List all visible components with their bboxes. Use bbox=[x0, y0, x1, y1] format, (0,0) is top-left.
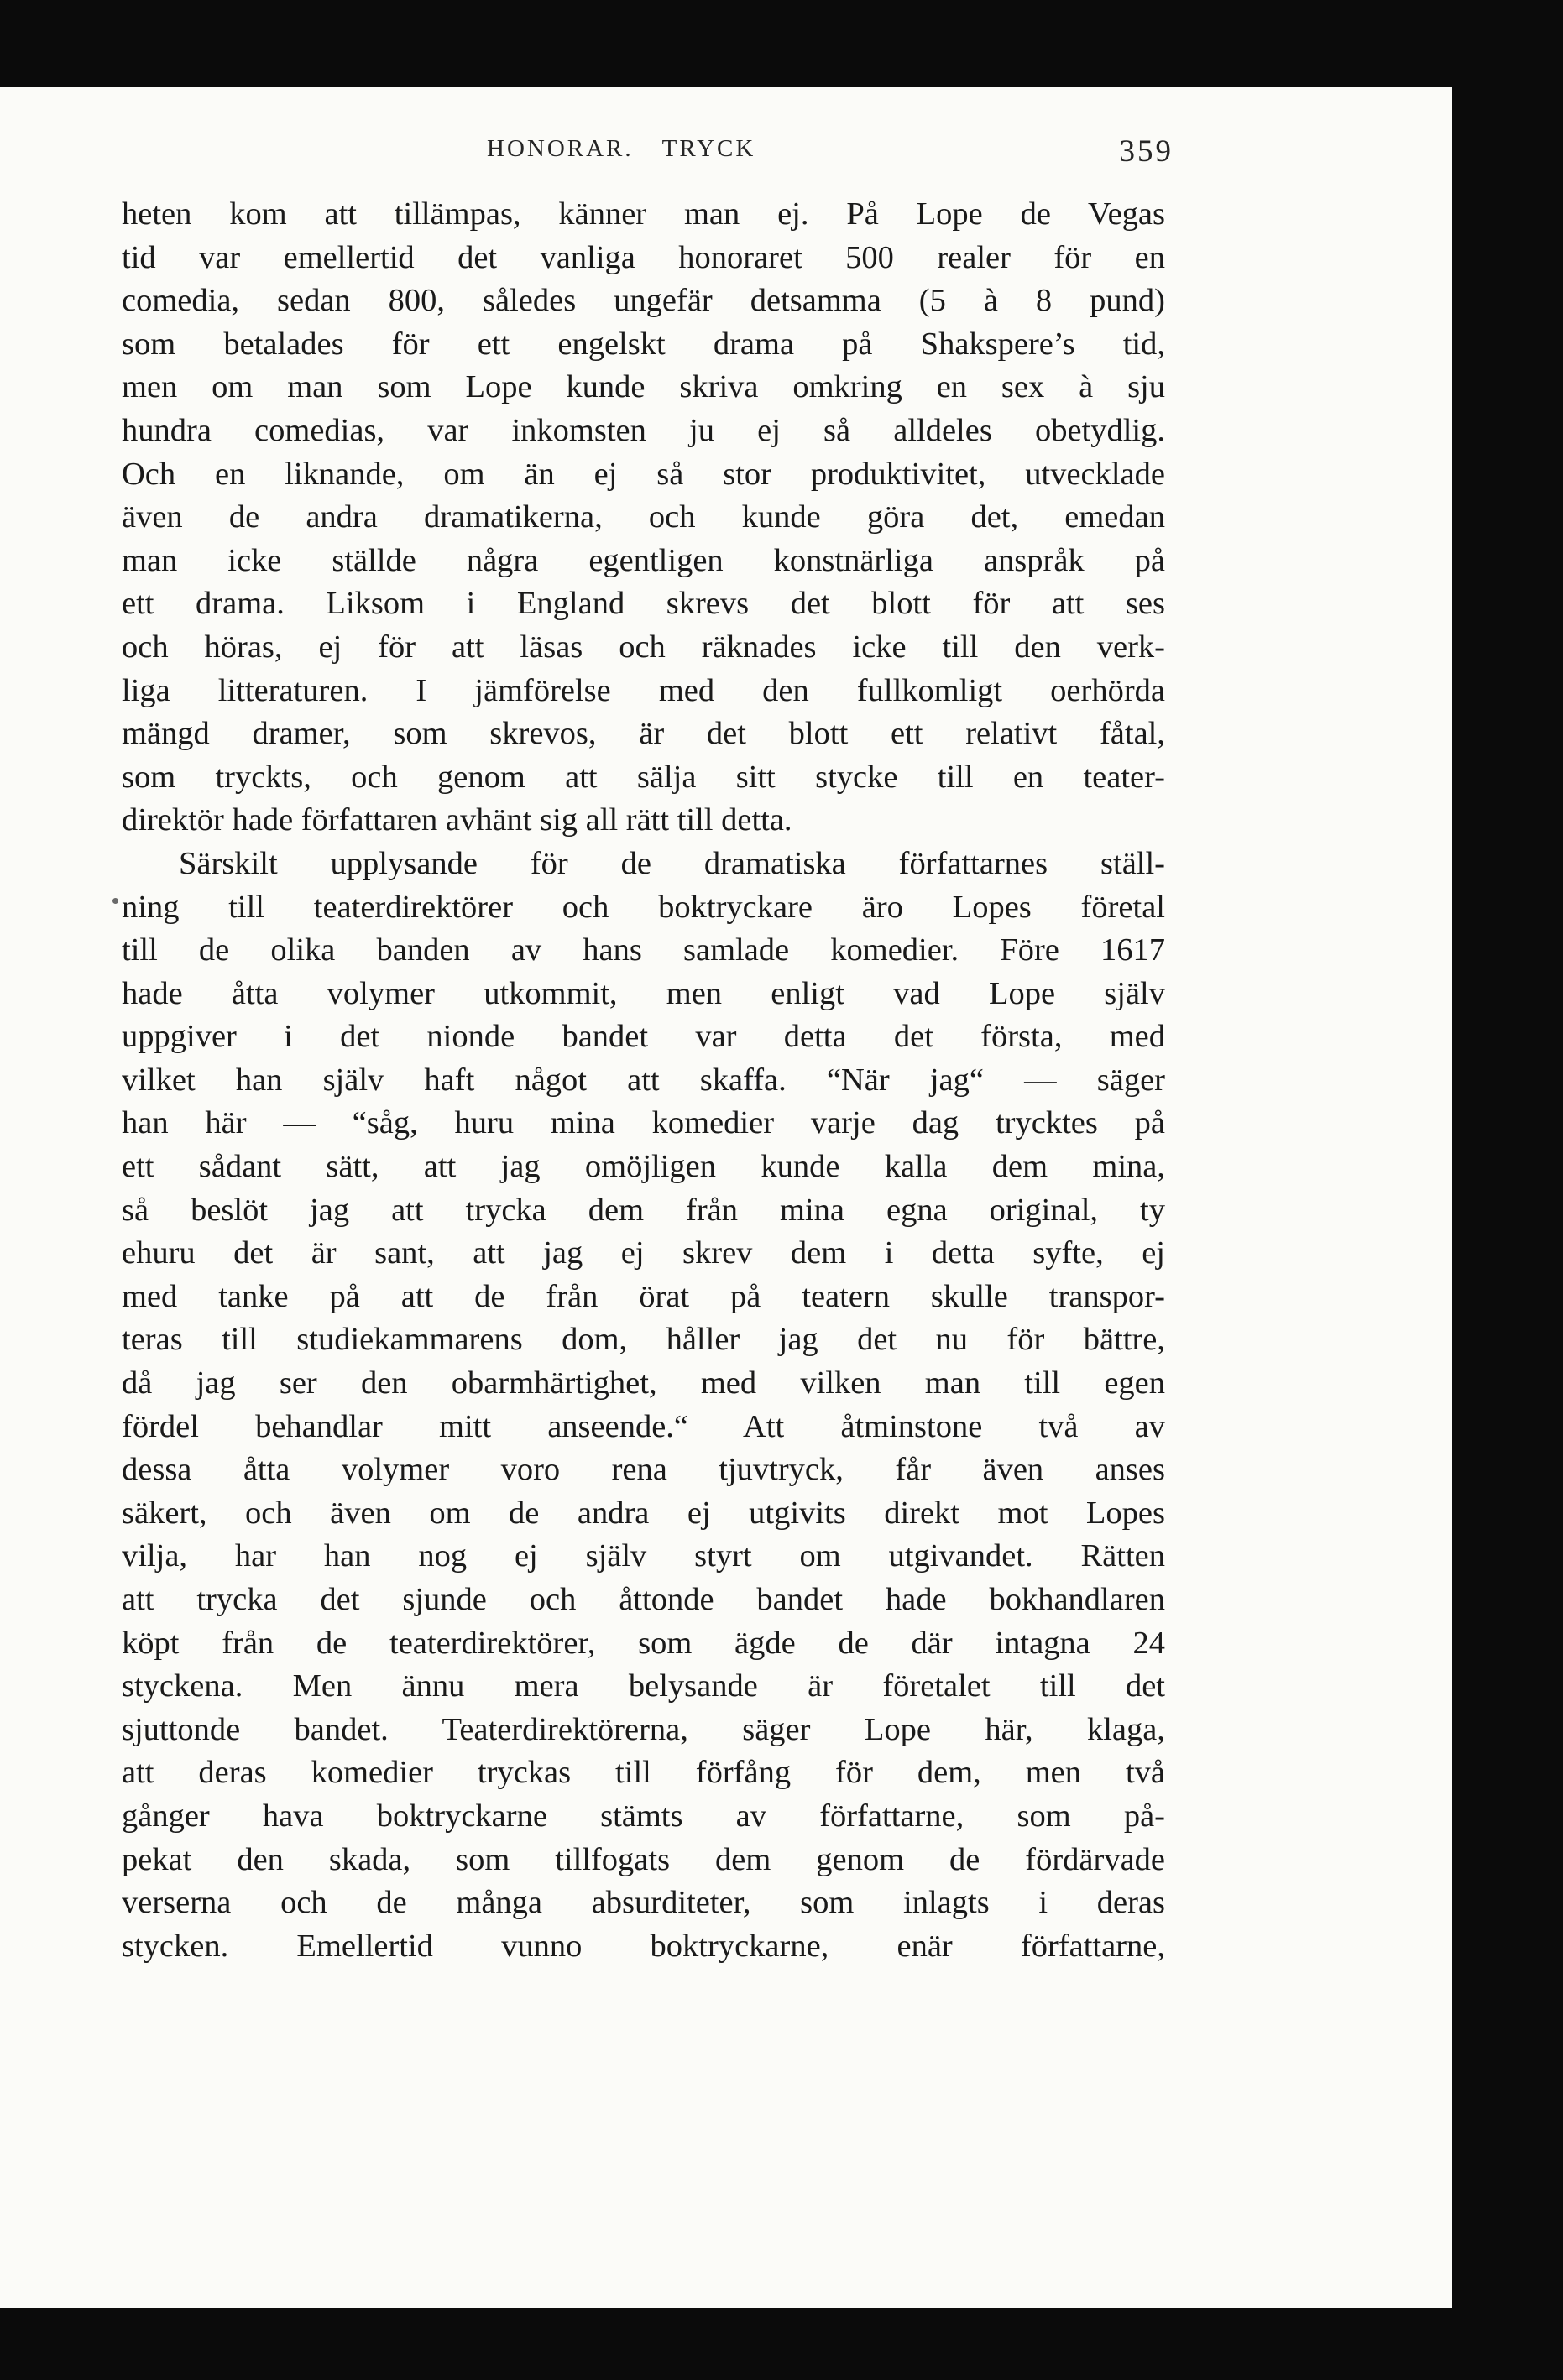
text-line: ehuru det är sant, att jag ej skrev dem i detta syfte, ej bbox=[122, 1235, 1165, 1271]
text-line: Och en liknande, om än ej så stor produktivitet, utvecklade bbox=[122, 456, 1165, 492]
paragraph-end-line: direktör hade författaren avhänt sig all rätt till detta. bbox=[122, 802, 792, 838]
text-line: hundra comedias, var inkomsten ju ej så alldeles obetydlig. bbox=[122, 412, 1165, 448]
text-line: att deras komedier tryckas till förfång för dem, men två bbox=[122, 1755, 1165, 1791]
text-line: heten kom att tillämpas, känner man ej. På Lope de Vegas bbox=[122, 196, 1165, 232]
text-line: ett drama. Liksom i England skrevs det blott för att ses bbox=[122, 586, 1165, 622]
text-line: gånger hava boktryckarne stämts av författarne, som på- bbox=[122, 1798, 1165, 1834]
text-line: som betalades för ett engelskt drama på Shakspere’s tid, bbox=[122, 326, 1165, 362]
page-number: 359 bbox=[1119, 134, 1174, 169]
text-line: ning till teaterdirektörer och boktryckare äro Lopes företal bbox=[122, 889, 1165, 925]
text-line: styckena. Men ännu mera belysande är företalet till det bbox=[122, 1668, 1165, 1704]
text-line: köpt från de teaterdirektörer, som ägde de där intagna 24 bbox=[122, 1625, 1165, 1661]
text-line: då jag ser den obarmhärtighet, med vilken man till egen bbox=[122, 1365, 1165, 1401]
body-text bbox=[122, 193, 1165, 1968]
text-line: även de andra dramatikerna, och kunde göra det, emedan bbox=[122, 499, 1165, 535]
running-title-left: HONORAR. bbox=[487, 135, 634, 162]
text-line: comedia, sedan 800, således ungefär detsamma (5 à 8 pund) bbox=[122, 283, 1165, 319]
text-line: vilja, har han nog ej själv styrt om utgivandet. Rätten bbox=[122, 1538, 1165, 1574]
text-line: uppgiver i det nionde bandet var detta det första, med bbox=[122, 1019, 1165, 1055]
running-title-right: TRYCK bbox=[661, 135, 756, 162]
text-line: fördel behandlar mitt anseende.“ Att åtminstone två av bbox=[122, 1408, 1165, 1444]
text-line: tid var emellertid det vanliga honoraret 500 realer för en bbox=[122, 239, 1165, 275]
text-line: stycken. Emellertid vunno boktryckarne, enär författarne, bbox=[122, 1928, 1165, 1964]
text-line: man icke ställde några egentligen konstnärliga anspråk på bbox=[122, 542, 1165, 578]
text-line: liga litteraturen. I jämförelse med den fullkomligt oerhörda bbox=[122, 672, 1165, 708]
text-line: så beslöt jag att trycka dem från mina egna original, ty bbox=[122, 1192, 1165, 1228]
text-line: dessa åtta volymer voro rena tjuvtryck, får även anses bbox=[122, 1452, 1165, 1488]
text-line: verserna och de många absurditeter, som inlagts i deras bbox=[122, 1885, 1165, 1921]
text-line: att trycka det sjunde och åttonde bandet hade bokhandlaren bbox=[122, 1582, 1165, 1617]
paragraph-start-line: Särskilt upplysande för de dramatiska författarnes ställ- bbox=[179, 845, 1165, 881]
text-line: han här — “såg, huru mina komedier varje dag trycktes på bbox=[122, 1105, 1165, 1141]
text-line: vilket han själv haft något att skaffa. “När jag“ — säger bbox=[122, 1062, 1165, 1098]
text-line: ett sådant sätt, att jag omöjligen kunde kalla dem mina, bbox=[122, 1149, 1165, 1185]
running-head bbox=[109, 130, 1174, 172]
text-line: pekat den skada, som tillfogats dem genom de fördärvade bbox=[122, 1841, 1165, 1877]
running-title bbox=[487, 135, 755, 163]
text-line: sjuttonde bandet. Teaterdirektörerna, säger Lope här, klaga, bbox=[122, 1711, 1165, 1747]
text-line: säkert, och även om de andra ej utgivits direkt mot Lopes bbox=[122, 1495, 1165, 1531]
margin-speck bbox=[112, 898, 118, 904]
text-line: till de olika banden av hans samlade komedier. Före 1617 bbox=[122, 932, 1165, 968]
text-line: teras till studiekammarens dom, håller jag det nu för bättre, bbox=[122, 1322, 1165, 1358]
text-line: som tryckts, och genom att sälja sitt stycke till en teater- bbox=[122, 759, 1165, 795]
text-line: hade åtta volymer utkommit, men enligt vad Lope själv bbox=[122, 975, 1165, 1011]
text-line: men om man som Lope kunde skriva omkring en sex à sju bbox=[122, 369, 1165, 405]
text-line: med tanke på att de från örat på teatern skulle transpor- bbox=[122, 1278, 1165, 1314]
text-line: mängd dramer, som skrevos, är det blott ett relativt fåtal, bbox=[122, 716, 1165, 752]
text-line: och höras, ej för att läsas och räknades icke till den verk- bbox=[122, 629, 1165, 665]
